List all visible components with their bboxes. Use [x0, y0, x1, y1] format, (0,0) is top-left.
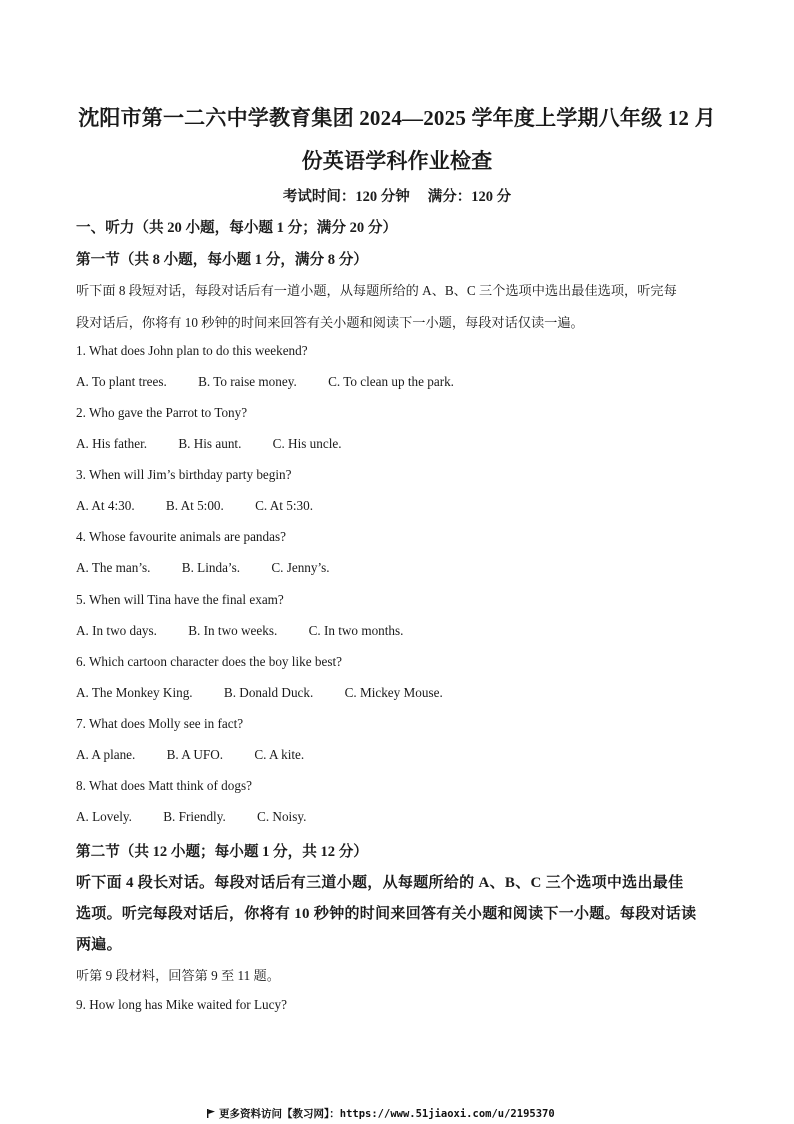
- question-3-options: [76, 498, 313, 514]
- option-c: C. His uncle.: [272, 436, 342, 451]
- section2-heading: 第二节（共 12 小题；每小题 1 分，共 12 分）: [76, 844, 368, 860]
- question-5: 5. When will Tina have the final exam?: [76, 592, 284, 607]
- footer-text: 更多资料访问【教习网】：https://www.51jiaoxi.com/u/2195370: [219, 1108, 555, 1120]
- option-b: B. At 5:00.: [165, 498, 224, 513]
- option-c: C. At 5:30.: [255, 498, 313, 513]
- option-c: C. Jenny’s.: [271, 560, 330, 575]
- option-a: A. His father.: [76, 436, 148, 451]
- question-4: 4. Whose favourite animals are pandas?: [76, 529, 286, 544]
- question-8-options: [76, 809, 306, 825]
- option-b: B. In two weeks.: [188, 623, 278, 638]
- option-b: B. Donald Duck.: [223, 685, 314, 700]
- option-a: A. A plane.: [76, 747, 136, 762]
- document-title-line-1: 沈阳市第一二六中学教育集团 2024—2025 学年度上学期八年级 12 月: [78, 106, 716, 130]
- question-3: 3. When will Jim’s birthday party begin?: [76, 467, 292, 482]
- question-2: 2. Who gave the Parrot to Tony?: [76, 405, 248, 420]
- option-b: B. A UFO.: [166, 747, 224, 762]
- section2-instruction-line-2: 选项。听完每段对话后，你将有 10 秒钟的时间来回答有关小题和阅读下一小题。每段对话读: [76, 906, 697, 922]
- option-c: C. A kite.: [254, 747, 305, 762]
- question-4-options: [76, 560, 330, 576]
- question-5-options: [76, 623, 403, 639]
- exam-score: 满分：120 分: [427, 189, 512, 205]
- question-2-options: [76, 436, 342, 452]
- option-c: C. In two months.: [308, 623, 404, 638]
- option-a: A. At 4:30.: [76, 498, 135, 513]
- part1-heading: 一、听力（共 20 小题，每小题 1 分；满分 20 分）: [76, 220, 398, 236]
- question-7: 7. What does Molly see in fact?: [76, 716, 244, 731]
- option-a: A. Lovely.: [76, 809, 132, 824]
- flag-icon: [207, 1109, 215, 1118]
- exam-info: [76, 185, 718, 206]
- option-c: C. To clean up the park.: [328, 374, 454, 389]
- question-9: 9. How long has Mike waited for Lucy?: [76, 997, 287, 1012]
- option-c: C. Noisy.: [257, 809, 307, 824]
- section1-heading: 第一节（共 8 小题，每小题 1 分，满分 8 分）: [76, 252, 368, 268]
- question-6-options: [76, 685, 443, 701]
- option-a: A. In two days.: [76, 623, 157, 638]
- question-6: 6. Which cartoon character does the boy like best?: [76, 654, 342, 669]
- footer-link[interactable]: [207, 1106, 555, 1121]
- question-1: 1. What does John plan to do this weekend?: [76, 343, 308, 358]
- document-title-line-2: 份英语学科作业检查: [301, 149, 493, 173]
- option-b: B. To raise money.: [198, 374, 297, 389]
- option-b: B. His aunt.: [178, 436, 242, 451]
- section2-instruction-line-1: 听下面 4 段长对话。每段对话后有三道小题，从每题所给的 A、B、C 三个选项中选出最佳: [76, 875, 684, 891]
- option-b: B. Friendly.: [163, 809, 226, 824]
- option-c: C. Mickey Mouse.: [344, 685, 443, 700]
- exam-time: 考试时间：120 分钟: [282, 189, 410, 205]
- option-a: A. To plant trees.: [76, 374, 167, 389]
- question-7-options: [76, 747, 304, 763]
- section2-instruction-line-3: 两遍。: [76, 937, 122, 953]
- material-note: 听第 9 段材料，回答第 9 至 11 题。: [76, 968, 280, 983]
- question-1-options: [76, 374, 454, 390]
- question-8: 8. What does Matt think of dogs?: [76, 778, 252, 793]
- section1-instruction-line-1: 听下面 8 段短对话，每段对话后有一道小题，从每题所给的 A、B、C 三个选项中选出最佳选项，听完每: [76, 283, 677, 298]
- option-a: A. The man’s.: [76, 560, 151, 575]
- section1-instruction-line-2: 段对话后，你将有 10 秒钟的时间来回答有关小题和阅读下一小题，每段对话仅读一遍。: [76, 315, 584, 330]
- option-a: A. The Monkey King.: [76, 685, 193, 700]
- option-b: B. Linda’s.: [181, 560, 241, 575]
